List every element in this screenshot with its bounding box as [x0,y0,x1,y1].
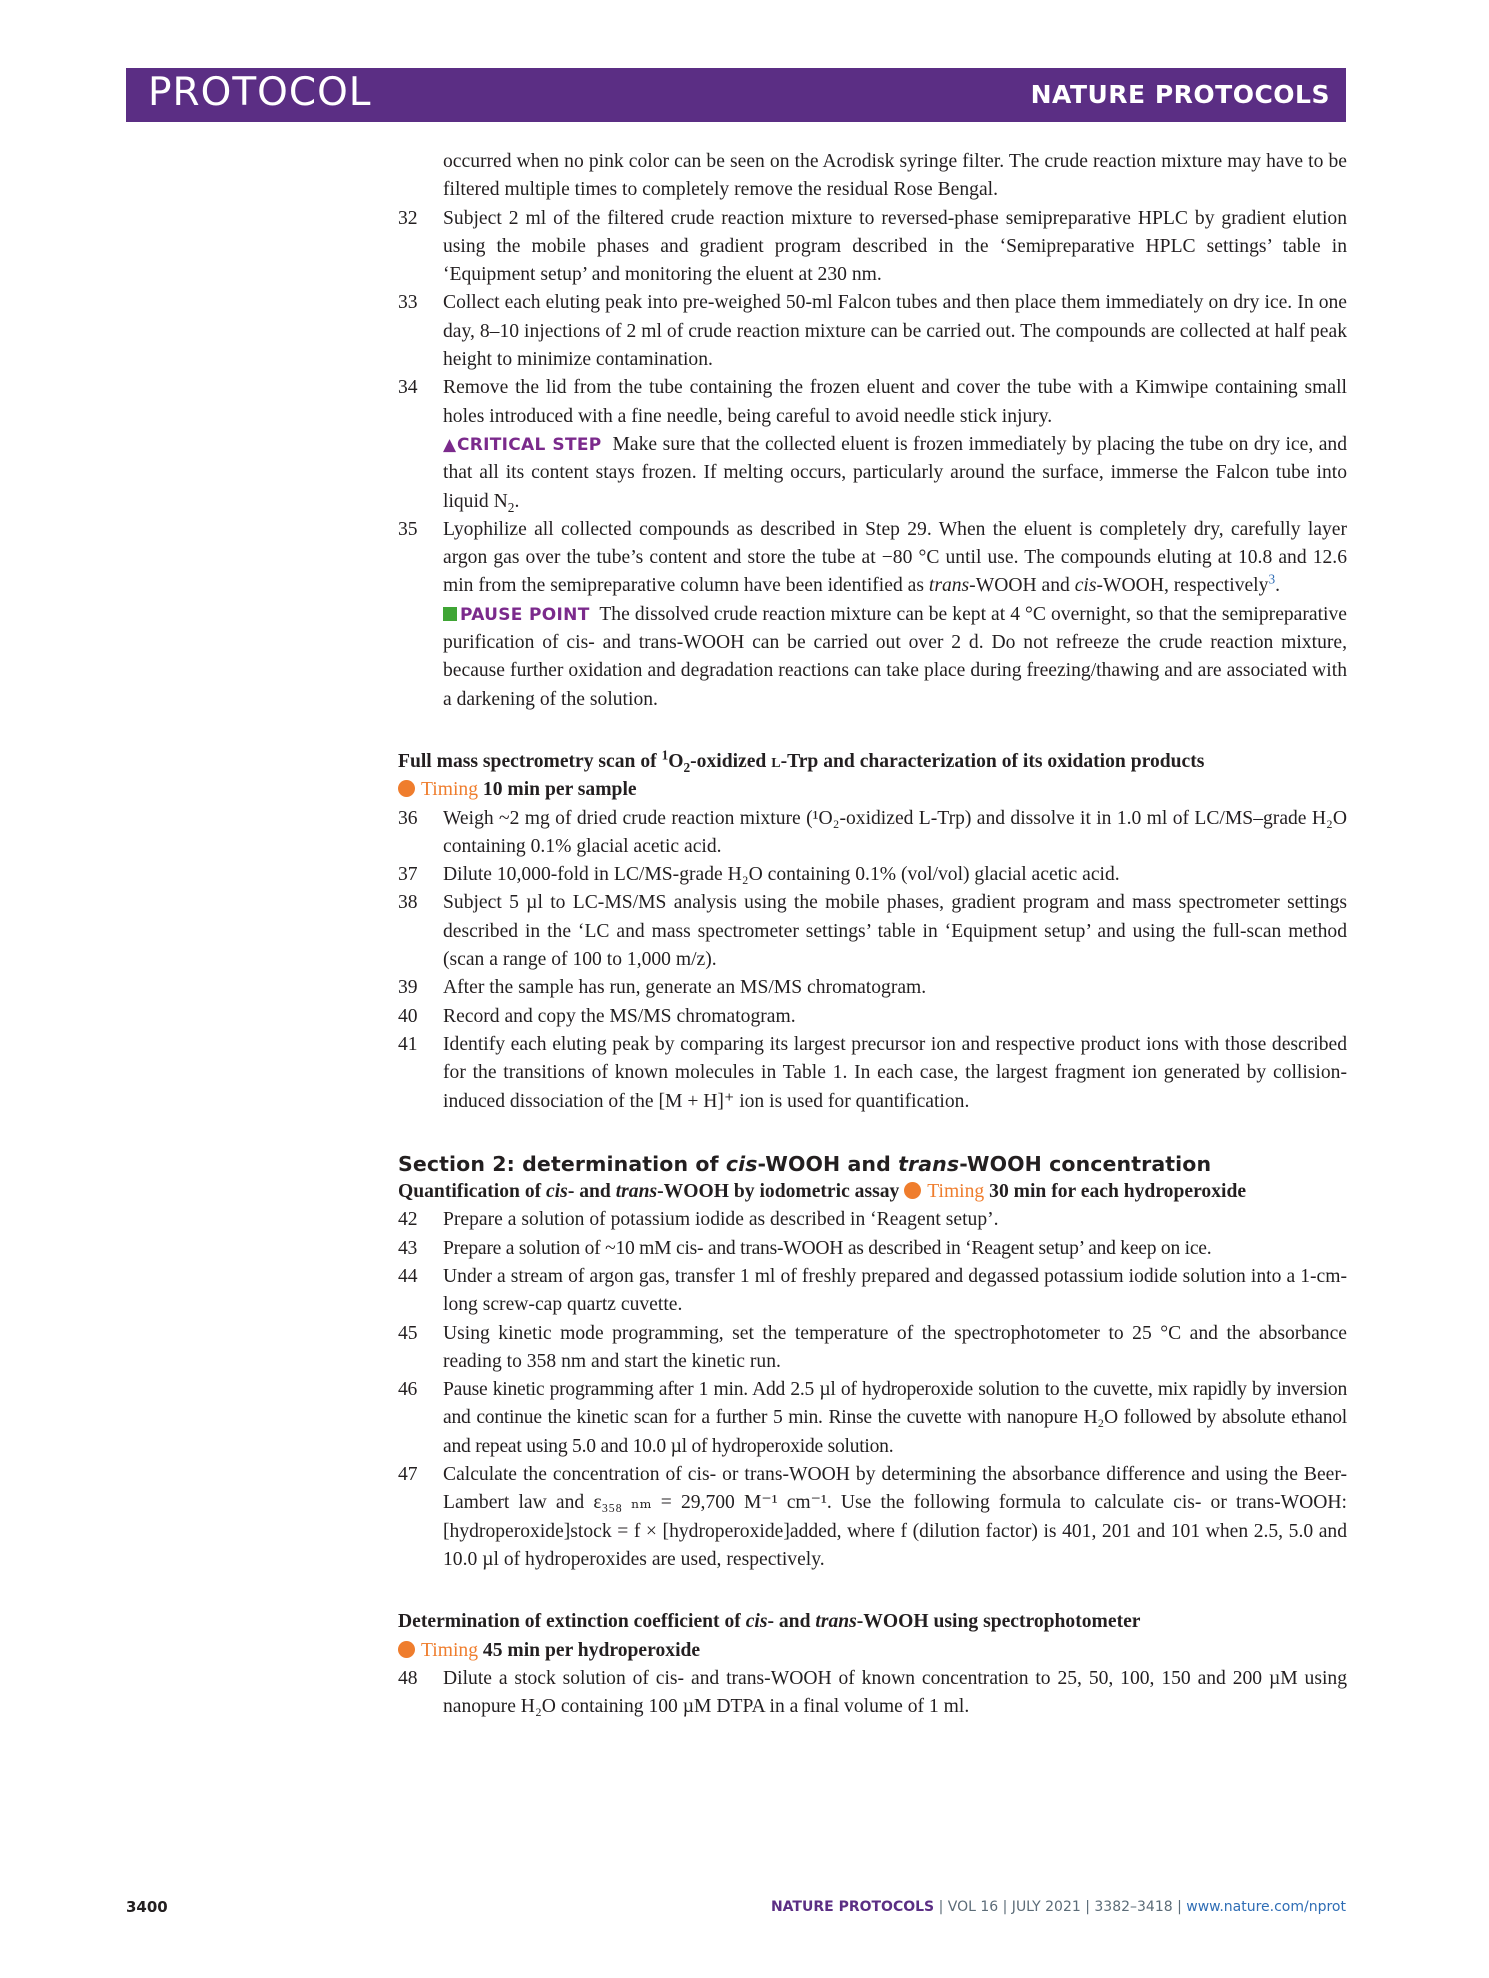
continuation-text: occurred when no pink color can be seen on the Acrodisk syringe filter. The crude reaction mixture may have to be filtered multiple times to completely remove the residual Rose Bengal. [443,151,1347,201]
step-text: Using kinetic mode programming, set the temperature of the spectrophotometer to 25 °C and the absorbance reading to 358 nm and start the kinetic run. [443,1322,1347,1372]
step-number: 45 [398,1322,418,1344]
heading-text: -WOOH and [757,1151,899,1176]
heading-smallcaps: l [771,750,781,772]
timing-icon [904,1182,921,1199]
heading-sup: 1 [661,747,669,763]
step-number: 41 [398,1033,418,1055]
step-number: 44 [398,1265,418,1287]
step-number: 42 [398,1209,418,1231]
step-text: Subject 2 ml of the filtered crude reaction mixture to reversed-phase semipreparative HPLC by gradient elution using the mobile phases and gradient program described in the ‘Semipreparative HPLC settings’ table in ‘Equipment setup’ and monitoring the eluent at 230 nm. [443,207,1347,286]
step-text: After the sample has run, generate an MS/MS chromatogram. [443,977,927,999]
heading-text: -Trp and characterization of its oxidation products [780,750,1205,772]
heading-italic: trans [615,1181,658,1203]
step-item [398,1263,1347,1320]
timing-icon [398,1641,415,1658]
heading-text: Section 2: determination of [398,1151,726,1176]
step-number: 34 [398,377,418,399]
heading-text: -WOOH concentration [959,1151,1212,1176]
step-item [398,1031,1347,1116]
step-number: 40 [398,1005,418,1027]
step-text-italic: trans [928,575,970,597]
step-text: Under a stream of argon gas, transfer 1 ml of freshly prepared and degassed potassium iodide solution into a 1-cm-long screw-cap quartz cuvette. [443,1265,1347,1316]
section-2-heading [398,1150,1347,1178]
heading-text: -WOOH by iodometric assay [657,1181,905,1203]
heading-text: Quantification of [398,1181,547,1203]
footer-citation [771,1899,1346,1915]
step-item [398,1665,1347,1722]
pause-point [398,601,1347,714]
section-label: PROTOCOL [148,70,372,115]
step-item [398,889,1347,974]
step-text: Dilute 10,000-fold in LC/MS-grade H₂O containing 0.1% (vol/vol) glacial acetic acid. [443,864,1120,886]
step-text: Identify each eluting peak by comparing its largest precursor ion and respective product ions with those described for the transitions of known molecules in Table 1. In each case, the largest fragment ion generated by collision-induced dissociation of the [M + H]⁺ ion is used for quantification. [443,1033,1347,1112]
pause-point-icon [443,607,457,621]
heading-italic: cis [546,1181,568,1203]
step-item [398,805,1347,862]
page-number: 3400 [126,1898,168,1916]
subsection-heading-extinction [398,1608,1347,1665]
step-number: 32 [398,207,418,229]
step-item: 35 Lyophilize all collected compounds as described in Step 29. When the eluent is completely dry, carefully layer argon gas over the tube’s content and store the tube at −80 °C until use. The compounds eluting at 10.8 and 12.6 min from the semipreparative column have been identified as trans-WOOH and cis-WOOH, respectively$^3$. [398,516,1347,601]
step-text: Prepare a solution of potassium iodide as described in ‘Reagent setup’. [443,1209,999,1231]
step-number: 39 [398,977,418,999]
subsection-heading-ms-scan [398,748,1347,805]
heading-text: - and [767,1611,816,1633]
heading-text: -WOOH using spectrophotometer [856,1611,1141,1633]
heading-text: O [668,750,684,772]
subsection-heading-iodometric [398,1178,1347,1206]
steps-42-47 [398,1206,1347,1574]
heading-text: Full mass spectrometry scan of [398,750,662,772]
heading-text: -oxidized [690,750,772,772]
step-text: Remove the lid from the tube containing the frozen eluent and cover the tube with a Kimwipe containing small holes introduced with a fine needle, being careful to avoid needle stick injury. [443,377,1347,427]
step-number: 37 [398,864,418,886]
steps-32-34 [398,205,1347,431]
step-text: Subject 5 µl to LC-MS/MS analysis using the mobile phases, gradient program and mass spectrometer settings described in the ‘LC and mass spectrometer settings’ table in ‘Equipment setup’ and using the full-scan method (scan a range of 100 to 1,000 m/z). [443,892,1347,971]
heading-text: Determination of extinction coefficient of [398,1611,746,1633]
timing-label: Timing [927,1181,985,1203]
step-text-italic: cis [1074,575,1097,597]
step-item [398,374,1347,431]
step-item [398,1461,1347,1574]
reference-link[interactable]: 3 [1268,571,1276,587]
heading-italic: cis [725,1151,758,1176]
step-number: 33 [398,292,418,314]
step-text: Calculate the concentration of cis- or trans-WOOH by determining the absorbance difference and using the Beer-Lambert law and ε₃₅₈ ₙₘ = 29,700 M⁻¹ cm⁻¹. Use the following formula to calculate cis- or trans-WOOH: [hydroperoxide]stock = f × [hydroperoxide]added, where f (dilution factor) is 401, 201 and 101 when 2.5, 5.0 and 10.0 µl of hydroperoxides are used, respectively. [443,1464,1347,1570]
step-number: 46 [398,1379,418,1401]
step-text: Dilute a stock solution of cis- and trans-WOOH of known concentration to 25, 50, 100, 150 and 200 µM using nanopure H₂O containing 100 µM DTPA in a final volume of 1 ml. [443,1667,1347,1718]
timing-icon [398,780,415,797]
timing-label: Timing [421,1639,479,1661]
step-number: 47 [398,1464,418,1486]
step-text: -WOOH and [969,575,1075,597]
step-item [398,1320,1347,1377]
critical-step: ▲CRITICAL STEP Make sure that the collected eluent is frozen immediately by placing the tube on dry ice, and that all its content stays frozen. If melting occurs, particularly around the surface, immerse the Falcon tube into liquid $N_2$. [443,433,1347,515]
step-text: Lyophilize all collected compounds as described in Step 29. When the eluent is completely dry, carefully layer argon gas over the tube’s content and store the tube at −80 °C until use. The compounds eluting at 10.8 and 12.6 min from the semipreparative column have been identified as [443,518,1347,597]
header-banner [126,68,1346,122]
step-item [398,974,1347,1002]
footer-journal: NATURE PROTOCOLS [770,1899,935,1915]
footer-volume: | VOL 16 | JULY 2021 | 3382–3418 | [938,1899,1182,1915]
heading-sub: 2 [683,759,691,775]
critical-step-text: Make sure that the collected eluent is frozen immediately by placing the tube on dry ice, and that all its content stays frozen. If melting occurs, particularly around the surface, immerse the Falcon tube into liquid N [443,433,1347,512]
heading-text: - and [567,1181,616,1203]
step-item [398,205,1347,290]
step-number: 35 [398,518,418,540]
heading-italic: trans [815,1611,857,1633]
step-item [398,289,1347,374]
pause-point-text: The dissolved crude reaction mixture can be kept at 4 °C overnight, so that the semipreparative purification of cis- and trans-WOOH can be carried out over 2 d. Do not refreeze the crude reaction mixture, because further oxidation and degradation reactions can take place during freezing/thawing and are associated with a darkening of the solution. [443,603,1347,710]
timing-label: Timing [421,779,479,801]
journal-label: NATURE PROTOCOLS [1030,80,1330,109]
timing-value: 10 min per sample [482,779,637,801]
step-text: Record and copy the MS/MS chromatogram. [443,1005,796,1027]
main-content [398,148,1347,1721]
pause-point-label: PAUSE POINT [460,604,590,625]
step-number: 38 [398,892,418,914]
heading-italic: cis [745,1611,768,1633]
steps-36-41 [398,805,1347,1116]
step-number: 48 [398,1667,418,1689]
step-item [398,1376,1347,1461]
critical-step-label: ▲CRITICAL STEP [443,434,602,455]
step-text: Pause kinetic programming after 1 min. Add 2.5 µl of hydroperoxide solution to the cuvette, mix rapidly by inversion and continue the kinetic scan for a further 5 min. Rinse the cuvette with nanopure H₂O followed by absolute ethanol and repeat using 5.0 and 10.0 µl of hydroperoxide solution. [443,1379,1347,1457]
footer-url[interactable]: www.nature.com/nprot [1186,1899,1346,1915]
step-number: 43 [398,1237,418,1259]
step-item [398,1003,1347,1031]
step-item [398,861,1347,889]
step-text: -WOOH, respectively [1096,575,1269,597]
step-text: Prepare a solution of ~10 mM cis- and trans-WOOH as described in ‘Reagent setup’ and keep on ice. [443,1237,1212,1259]
timing-value: 45 min per hydroperoxide [482,1639,701,1661]
step-item [398,1206,1347,1234]
steps-48 [398,1665,1347,1722]
step-text: Weigh ~2 mg of dried crude reaction mixture (¹O₂-oxidized L-Trp) and dissolve it in 1.0 ml of LC/MS–grade H₂O containing 0.1% glacial acetic acid. [443,807,1347,857]
step-item [398,1235,1347,1263]
critical-subscript: 2 [507,499,515,515]
step-text: Collect each eluting peak into pre-weighed 50-ml Falcon tubes and then place them immediately on dry ice. In one day, 8–10 injections of 2 ml of crude reaction mixture can be carried out. The compounds are collected at half peak height to minimize contamination. [443,292,1347,371]
heading-italic: trans [898,1151,960,1176]
timing-value: 30 min for each hydroperoxide [989,1181,1247,1203]
step-number: 36 [398,807,418,829]
